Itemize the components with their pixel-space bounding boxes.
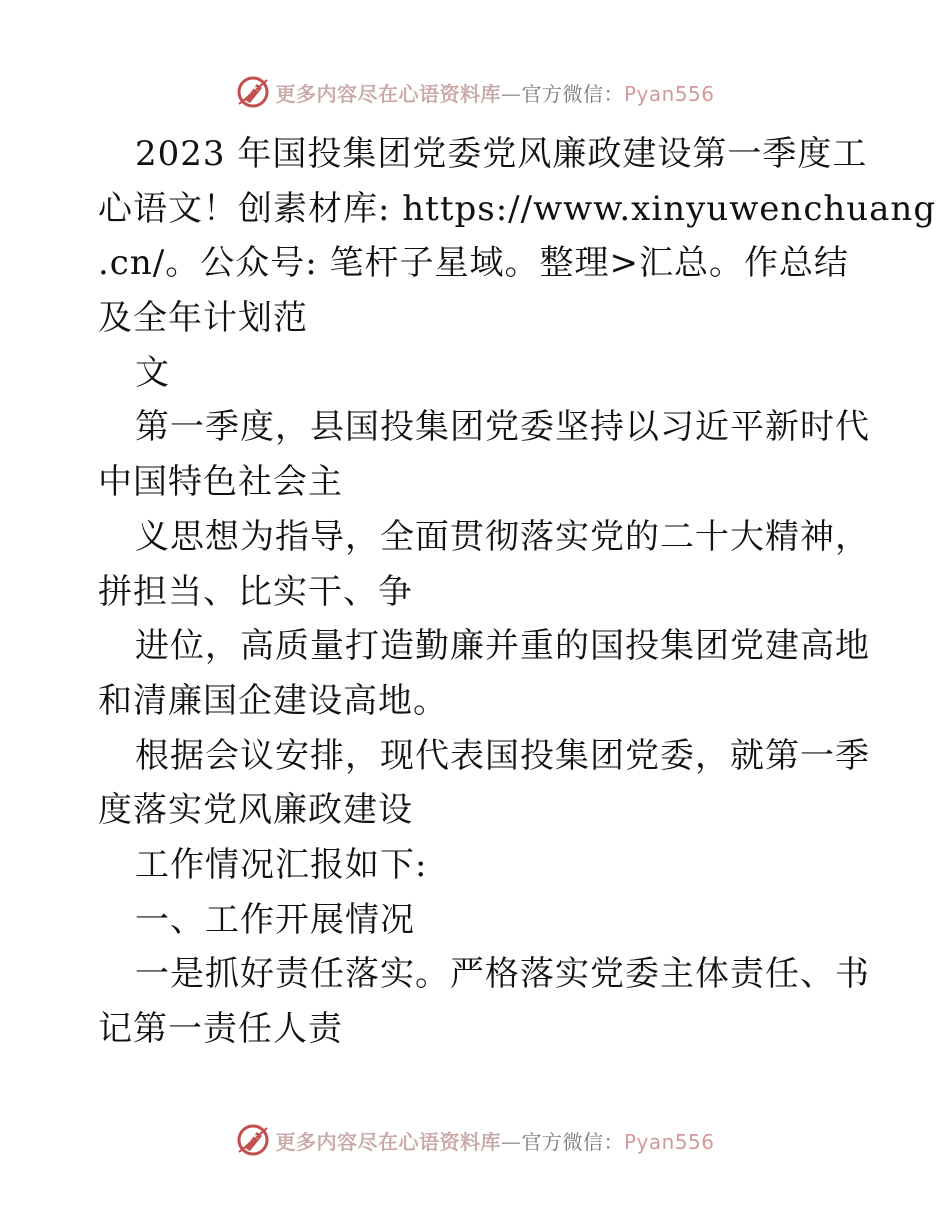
pen-nib-circle-icon — [235, 74, 271, 110]
text-line: 心语文！创素材库: https://www.xinyuwenchuang — [98, 188, 937, 229]
text-line: 中国特色社会主 — [98, 462, 343, 503]
watermark-text — [275, 1126, 714, 1155]
text-line: 根据会议安排，现代表国投集团党委，就第一季 — [135, 735, 870, 776]
watermark-separator: — — [500, 1129, 522, 1154]
document-body — [98, 127, 937, 1057]
text-line: 记第一责任人责 — [98, 1009, 343, 1049]
text-line: .cn/。公众号: 笔杆子星域。整理>汇总。作总结 — [98, 243, 849, 284]
watermark-colon: ： — [603, 1129, 624, 1154]
footer-watermark-banner — [0, 1120, 950, 1160]
text-line: 及全年计划范 — [98, 298, 308, 339]
text-line: 进位，高质量打造勤廉并重的国投集团党建高地 — [135, 626, 870, 667]
pen-nib-circle-icon — [235, 1122, 271, 1158]
watermark-site-text: 更多内容尽在心语资料库 — [275, 81, 501, 106]
watermark-label: 官方微信 — [521, 81, 604, 106]
text-line: 第一季度，县国投集团党委坚持以习近平新时代 — [135, 407, 870, 448]
text-line: 度落实党风廉政建设 — [98, 790, 413, 831]
text-line: 工作情况汇报如下: — [135, 844, 428, 885]
watermark-colon: ： — [603, 81, 624, 106]
header-watermark-banner — [0, 72, 950, 112]
watermark-handle: Pyan556 — [623, 81, 715, 106]
text-line: 文 — [135, 352, 170, 393]
text-line: 和清廉国企建设高地。 — [98, 680, 448, 721]
watermark-label: 官方微信 — [521, 1129, 604, 1154]
text-line: 2023 年国投集团党委党风廉政建设第一季度工 — [135, 134, 868, 174]
watermark-handle: Pyan556 — [623, 1129, 715, 1154]
watermark-text — [275, 78, 714, 107]
watermark-separator: — — [500, 81, 522, 106]
text-line: 拼担当、比实干、争 — [98, 571, 413, 612]
text-line: 义思想为指导，全面贯彻落实党的二十大精神， — [135, 516, 870, 557]
text-line: 一、工作开展情况 — [135, 899, 415, 940]
text-line: 一是抓好责任落实。严格落实党委主体责任、书 — [135, 954, 870, 995]
watermark-site-text: 更多内容尽在心语资料库 — [275, 1129, 501, 1154]
